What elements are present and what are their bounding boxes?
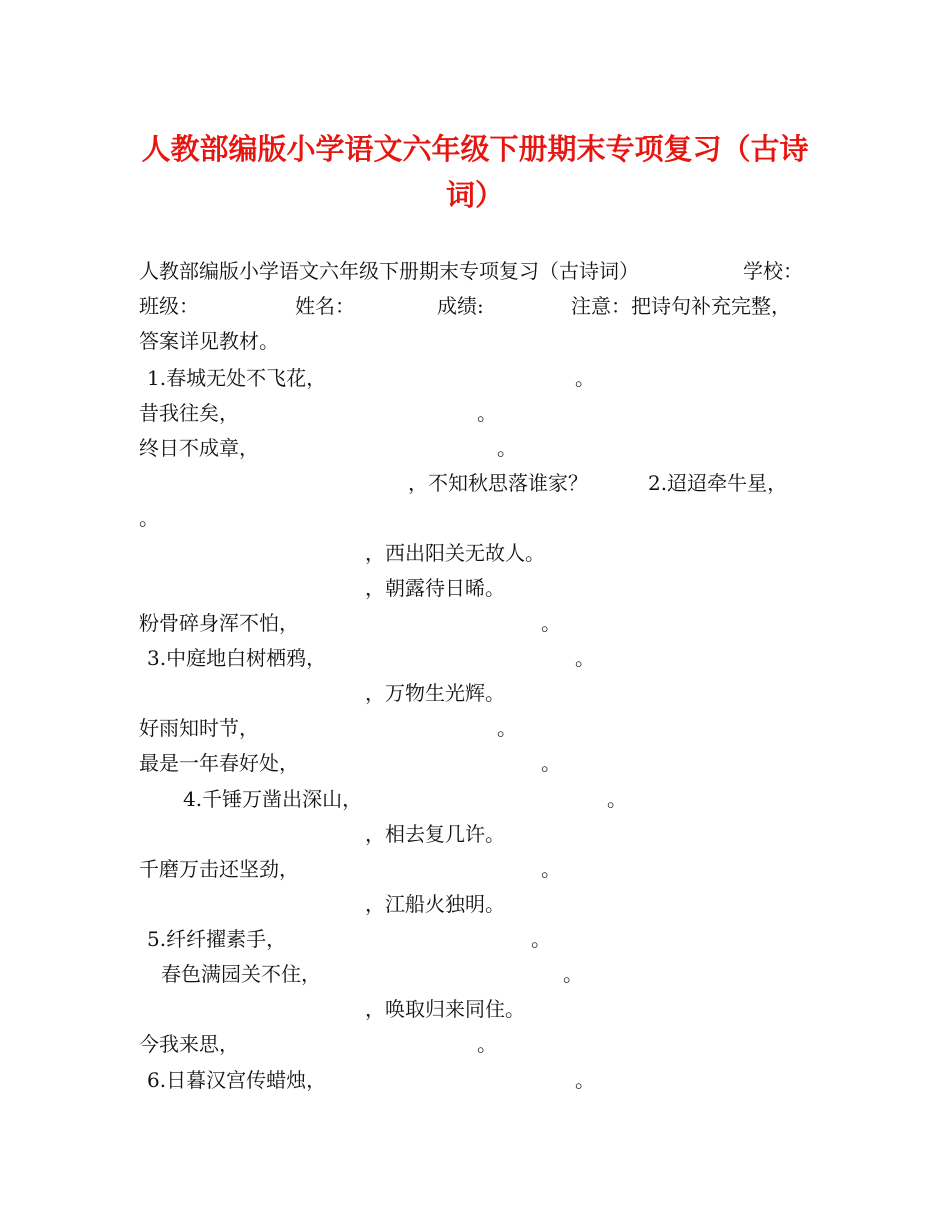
poem-line: 好雨知时节， <box>139 716 259 740</box>
poem-line-end: 。 <box>575 646 595 670</box>
poem-line-end: 。 <box>541 857 561 881</box>
poem-line-end: 。 <box>607 787 627 811</box>
poem-line: 4.千锤万凿出深山， <box>183 787 363 811</box>
poem-line: 。 <box>139 506 159 530</box>
poem-line: 终日不成章， <box>139 436 259 460</box>
poem-line-end: 。 <box>575 366 595 390</box>
poem-line-end: 。 <box>477 401 497 425</box>
poem-line-end: 。 <box>497 436 517 460</box>
poem-line: ，不知秋思落谁家？ <box>408 471 588 495</box>
poem-line-end: 。 <box>477 1032 497 1056</box>
score-label: 成绩: <box>437 294 484 318</box>
poem-line: 今我来思， <box>139 1032 239 1056</box>
poem-line: ，相去复几许。 <box>365 822 505 846</box>
note-rest: 答案详见教材。 <box>139 329 279 353</box>
poem-line: 3.中庭地白树栖鸦， <box>147 646 327 670</box>
poem-line-end: 。 <box>541 611 561 635</box>
document-title-line-2: 词） <box>445 178 504 212</box>
class-label: 班级： <box>139 294 199 318</box>
poem-line: 春色满园关不住， <box>161 962 321 986</box>
poem-line: 1.春城无处不飞花， <box>147 366 327 390</box>
poem-line-end: 。 <box>563 962 583 986</box>
poem-line: 千磨万击还坚劲， <box>139 857 299 881</box>
poem-line: 6.日暮汉宫传蜡烛， <box>147 1068 327 1092</box>
school-label: 学校： <box>743 259 803 283</box>
poem-line-end: 。 <box>541 751 561 775</box>
poem-line: 昔我往矣， <box>139 401 239 425</box>
poem-line-end: 。 <box>575 1068 595 1092</box>
name-label: 姓名： <box>295 294 355 318</box>
poem-line: 5.纤纤擢素手， <box>147 927 287 951</box>
poem-line: ，朝露待日晞。 <box>365 576 505 600</box>
poem-line: ，西出阳关无故人。 <box>365 541 545 565</box>
document-title-line-1: 人教部编版小学语文六年级下册期末专项复习（古诗 <box>141 132 809 166</box>
intro-heading: 人教部编版小学语文六年级下册期末专项复习（古诗词） <box>139 259 639 283</box>
poem-line-end: 。 <box>497 716 517 740</box>
note-label: 注意：把诗句补充完整， <box>571 294 791 318</box>
poem-line: ，唤取归来同住。 <box>365 997 525 1021</box>
poem-line: ，万物生光辉。 <box>365 681 505 705</box>
poem-line: 最是一年春好处， <box>139 751 299 775</box>
poem-line: ，江船火独明。 <box>365 892 505 916</box>
poem-line-end: 。 <box>531 927 551 951</box>
poem-line-extra: 2.迢迢牵牛星， <box>648 471 788 495</box>
poem-line: 粉骨碎身浑不怕， <box>139 611 299 635</box>
